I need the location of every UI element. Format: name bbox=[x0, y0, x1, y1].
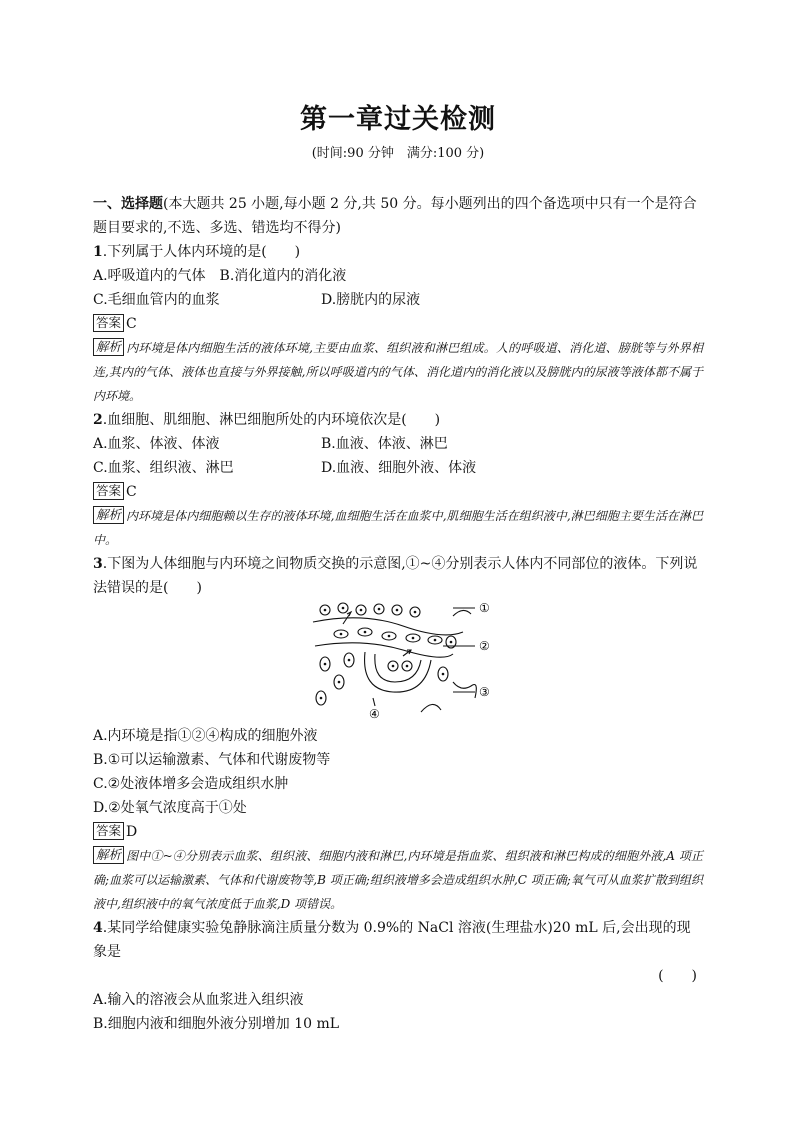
explanation: 解析 图中①~④分别表示血浆、组织液、细胞内液和淋巴,内环境是指血浆、组织液和淋巴构成的细胞外液,A 项正确;血浆可以运输激素、气体和代谢废物等,B 项正确;组织液增多会造成组织水肿,C 项正确;氧气可从血浆扩散到组织液中,组织液中的氧气浓度低于血浆,D 项错误。 bbox=[93, 847, 703, 911]
question-4 bbox=[93, 916, 703, 1036]
section-label: 一、选择题 bbox=[93, 196, 163, 212]
diagram-svg bbox=[303, 602, 503, 720]
answer-line bbox=[93, 820, 703, 844]
options-row bbox=[93, 432, 703, 456]
exam-page bbox=[93, 100, 703, 1036]
question-stem: 4.某同学给健康实验兔静脉滴注质量分数为 0.9%的 NaCl 溶液(生理盐水)20 mL 后,会出现的现象是 bbox=[93, 920, 691, 960]
option-b: B.细胞内液和细胞外液分别增加 10 mL bbox=[93, 1016, 340, 1032]
question-2 bbox=[93, 408, 703, 552]
option-d: D.血液、细胞外液、体液 bbox=[321, 460, 477, 476]
capillary-wall-bottom bbox=[315, 643, 453, 657]
option-d: D.膀胱内的尿液 bbox=[321, 292, 421, 308]
question-stem: 3.下图为人体细胞与内环境之间物质交换的示意图,①~④分别表示人体内不同部位的液体。下列说法错误的是( ) bbox=[93, 556, 698, 596]
option-c: C.②处液体增多会造成组织水肿 bbox=[93, 776, 289, 792]
label-2: ② bbox=[479, 639, 490, 653]
answer-line bbox=[93, 480, 703, 504]
answer-blank: ( ) bbox=[658, 968, 697, 984]
option-a: A.内环境是指①②④构成的细胞外液 bbox=[93, 728, 318, 744]
option-b: B.血液、体液、淋巴 bbox=[321, 436, 448, 452]
explanation: 解析 内环境是体内细胞生活的液体环境,主要由血浆、组织液和淋巴组成。人的呼吸道、消化道、膀胱等与外界相连,其内的气体、液体也直接与外界接触,所以呼吸道内的气体、消化道内的消化液以及膀胱内的尿液等液体都不属于内环境。 bbox=[93, 339, 703, 403]
explanation: 解析 内环境是体内细胞赖以生存的液体环境,血细胞生活在血浆中,肌细胞生活在组织液中,淋巴细胞主要生活在淋巴中。 bbox=[93, 507, 703, 547]
explain-tag: 解析 bbox=[93, 846, 124, 864]
section-heading bbox=[93, 192, 703, 240]
answer-tag: 答案 bbox=[93, 482, 124, 500]
answer-value: D bbox=[126, 824, 138, 840]
option-a: A.输入的溶液会从血浆进入组织液 bbox=[93, 992, 304, 1008]
answer-tag: 答案 bbox=[93, 822, 124, 840]
answer-tag: 答案 bbox=[93, 314, 124, 332]
option-a: A.血浆、体液、体液 bbox=[93, 436, 220, 452]
page-title: 第一章过关检测 bbox=[300, 104, 496, 135]
answer-value: C bbox=[126, 484, 137, 500]
option-d: D.②处氧气浓度高于①处 bbox=[93, 800, 247, 816]
option-b: B.①可以运输激素、气体和代谢废物等 bbox=[93, 752, 331, 768]
options-row bbox=[93, 288, 703, 312]
question-stem: 1.下列属于人体内环境的是( ) bbox=[93, 244, 301, 260]
explain-tag: 解析 bbox=[93, 338, 124, 356]
exam-time-score: (时间:90 分钟 满分:100 分) bbox=[311, 146, 485, 161]
label-4: ④ bbox=[369, 707, 380, 720]
explain-tag: 解析 bbox=[93, 506, 124, 524]
cell-exchange-diagram bbox=[93, 602, 703, 722]
option-c: C.血浆、组织液、淋巴 bbox=[93, 460, 234, 476]
answer-line bbox=[93, 312, 703, 336]
options-row bbox=[93, 456, 703, 480]
question-3 bbox=[93, 552, 703, 916]
question-stem: 2.血细胞、肌细胞、淋巴细胞所处的内环境依次是( ) bbox=[93, 412, 441, 428]
option-c: C.毛细血管内的血浆 bbox=[93, 292, 220, 308]
label-3: ③ bbox=[479, 685, 490, 699]
question-1 bbox=[93, 240, 703, 408]
answer-value: C bbox=[126, 316, 137, 332]
label-1: ① bbox=[479, 602, 490, 615]
option-ab: A.呼吸道内的气体 B.消化道内的消化液 bbox=[93, 268, 347, 284]
section-instructions: (本大题共 25 小题,每小题 2 分,共 50 分。每小题列出的四个备选项中只有一个是符合题目要求的,不选、多选、错选均不得分) bbox=[93, 196, 697, 236]
